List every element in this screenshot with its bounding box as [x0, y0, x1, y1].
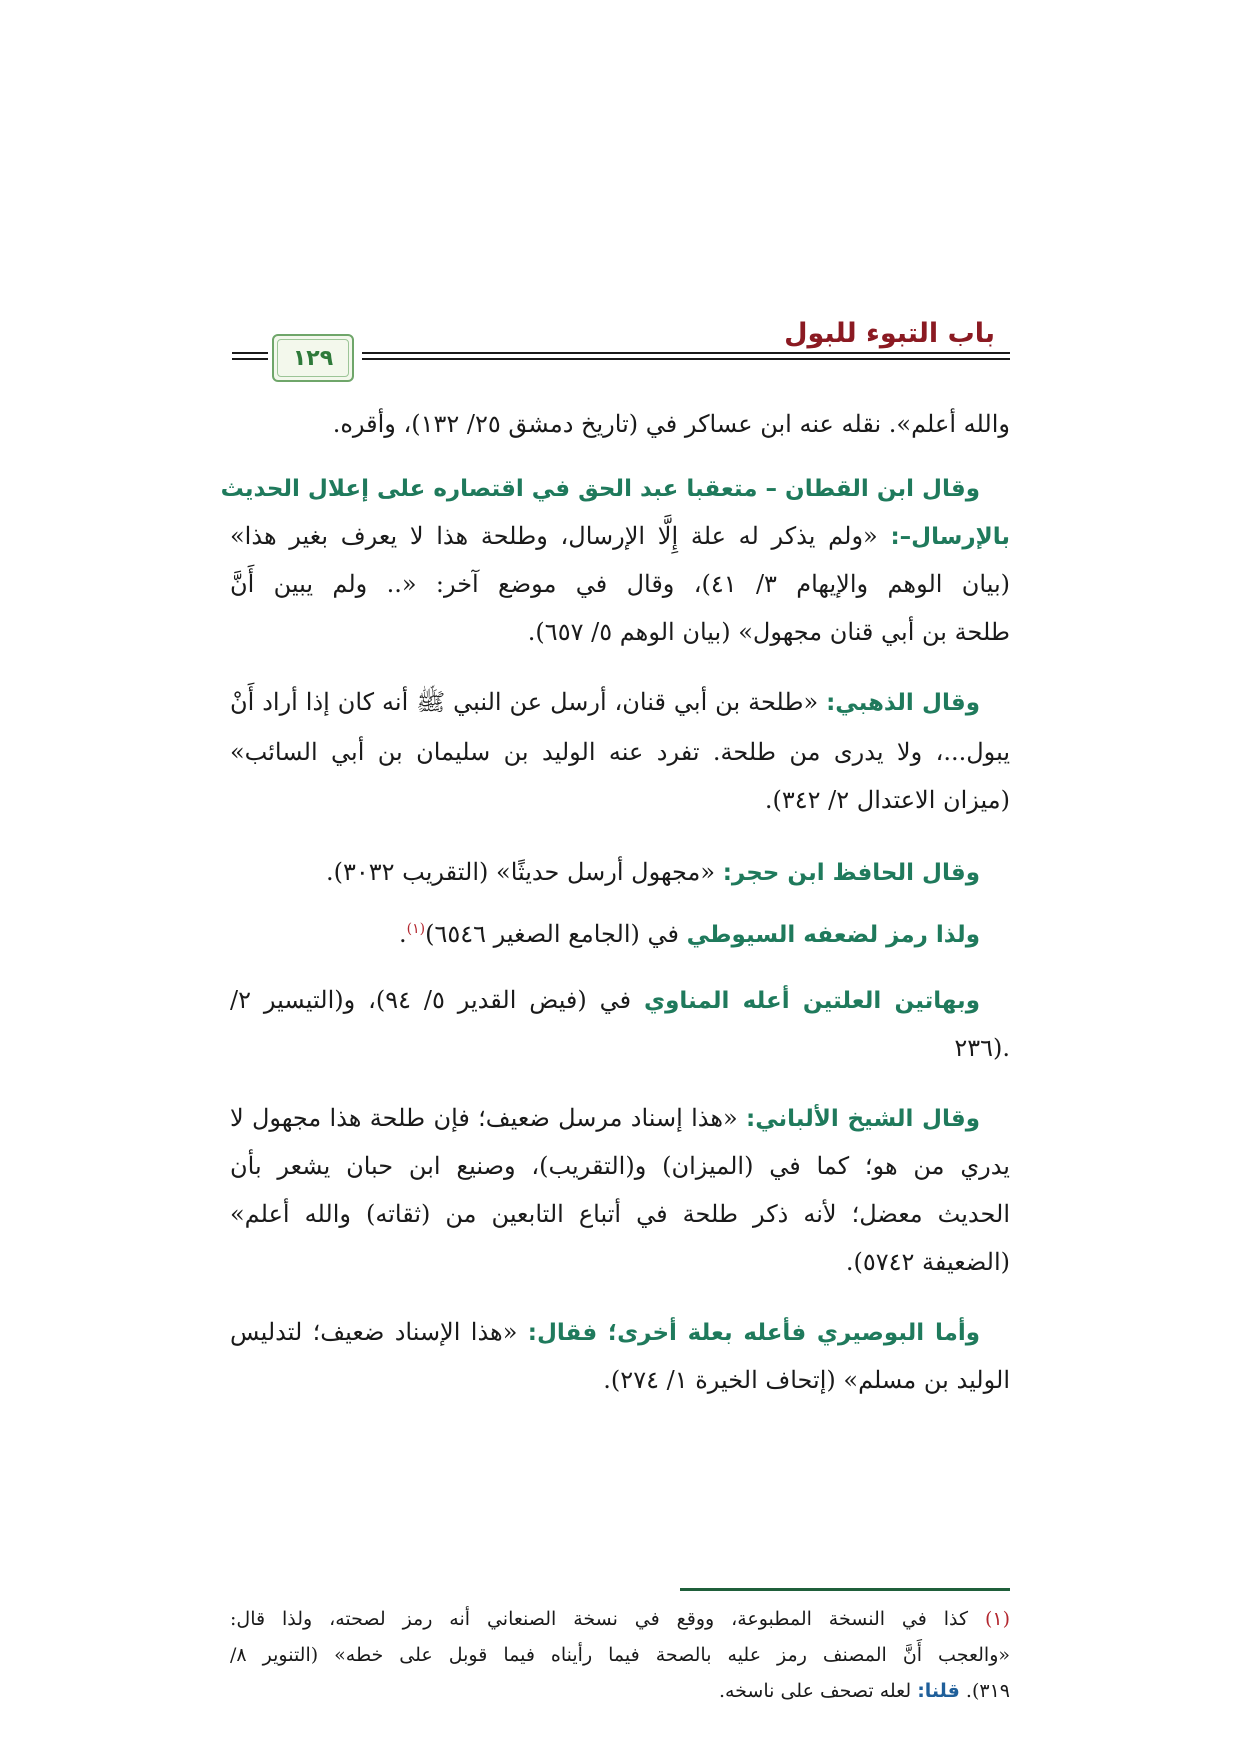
- paragraph-3-line-1: [230, 854, 980, 891]
- header-rule-left-bottom: [232, 358, 268, 360]
- p2-lead: وقال الذهبي:: [826, 690, 980, 716]
- footnote-1-line-2: [230, 1640, 1010, 1670]
- p6-line4-text: (الضعيفة ٥٧٤٢).: [845, 1248, 1010, 1276]
- header-rule-right-bottom: [362, 358, 1010, 360]
- paragraph-7-line-1: [230, 1314, 980, 1351]
- paragraph-1-line-2: [230, 518, 1010, 555]
- footnote-1-line-3-final: [230, 1676, 1010, 1706]
- footnote-1-number: (١): [984, 1608, 1010, 1630]
- p4-line1-text: في (الجامع الصغير ٦٥٤٦): [425, 920, 687, 948]
- paragraph-5-line-2: [230, 1030, 1010, 1066]
- paragraph-6-line-4: [230, 1244, 1010, 1280]
- footnote-1-line1-text: كذا في النسخة المطبوعة، ووقع في نسخة الصنعاني أنه رمز لصحته، ولذا قال:: [230, 1608, 985, 1630]
- paragraph-1-line-4: [230, 614, 1010, 650]
- p3-line1-text: «مجهول أرسل حديثًا» (التقريب ٣٠٣٢).: [325, 858, 723, 886]
- p4-lead: ولذا رمز لضعفه السيوطي: [686, 922, 980, 948]
- paragraph-5-line-1: [230, 982, 980, 1019]
- footnote-separator: [680, 1588, 1010, 1591]
- paragraph-1-line-1: [220, 470, 980, 507]
- paragraph-0-line-1: [230, 406, 1010, 442]
- paragraph-1-line-3: [230, 566, 1010, 602]
- p6-lead: وقال الشيخ الألباني:: [746, 1106, 980, 1132]
- p5-line2-text: ٢٣٦).: [954, 1034, 1010, 1062]
- p4-end: .: [398, 920, 407, 948]
- p6-line3-text: الحديث معضل؛ لأنه ذكر طلحة في أتباع التابعين من (ثقاته) والله أعلم»: [230, 1200, 1010, 1228]
- p5-lead: وبهاتين العلتين أعله المناوي: [644, 988, 980, 1014]
- footnote-1-line2-text: «والعجب أَنَّ المصنف رمز عليه بالصحة فيما رأيناه فيما قوبل على خطه» (التنوير ٨/: [230, 1644, 1010, 1666]
- paragraph-4-line-1: [230, 916, 980, 953]
- p5-line1-text: في (فيض القدير ٥/ ٩٤)، و(التيسير ٢/: [230, 986, 645, 1014]
- p1-line3-text: (بيان الوهم والإيهام ٣/ ٤١)، وقال في موضع آخر: «.. ولم يبين أَنَّ: [230, 570, 1010, 598]
- p1-lead: وقال ابن القطان – متعقبا عبد الحق في اقتصاره على إعلال الحديث: [220, 476, 980, 502]
- footnote-ref-1[interactable]: (١): [406, 921, 426, 937]
- p7-line2-text: الوليد بن مسلم» (إتحاف الخيرة ١/ ٢٧٤).: [603, 1366, 1010, 1394]
- p1-line4-text: طلحة بن أبي قنان مجهول» (بيان الوهم ٥/ ٦٥٧).: [527, 618, 1010, 646]
- p6-line1-text: «هذا إسناد مرسل ضعيف؛ فإن طلحة هذا مجهول لا: [230, 1104, 747, 1132]
- footnote-1-line3-text: ٣١٩).: [965, 1680, 1010, 1702]
- paragraph-7-line-2: [230, 1362, 1010, 1398]
- page-number-badge: [272, 334, 354, 382]
- p2-line2-text: يبول...، ولا يدرى من طلحة. تفرد عنه الوليد بن سليمان بن أبي السائب»: [230, 738, 1010, 766]
- footnote-1-line3b-text: لعله تصحف على ناسخه.: [718, 1680, 918, 1702]
- p2-line3-text: (ميزان الاعتدال ٢/ ٣٤٢).: [764, 786, 1010, 814]
- p6-line2-text: يدري من هو؛ كما في (الميزان) و(التقريب)، وصنيع ابن حبان يشعر بأن: [230, 1152, 1010, 1180]
- p1-line2-text: «ولم يذكر له علة إِلَّا الإرسال، وطلحة هذا لا يعرف بغير هذا»: [230, 522, 891, 550]
- header-rule-left-top: [232, 352, 268, 354]
- paragraph-6-line-1: [230, 1100, 980, 1137]
- paragraph-6-line-2: [230, 1148, 1010, 1184]
- p3-lead: وقال الحافظ ابن حجر:: [722, 860, 980, 886]
- paragraph-2-line-1: [230, 684, 980, 721]
- footnote-1-lead: قلنا:: [917, 1680, 960, 1702]
- footnote-1-line-1: [230, 1604, 1010, 1634]
- paragraph-2-line-3: [230, 782, 1010, 818]
- paragraph-2-line-2: [230, 734, 1010, 770]
- p7-lead: وأما البوصيري فأعله بعلة أخرى؛ فقال:: [527, 1320, 980, 1346]
- p7-line1-text: «هذا الإسناد ضعيف؛ لتدليس: [230, 1318, 528, 1346]
- p2-line1-text: «طلحة بن أبي قنان، أرسل عن النبي ﷺ أنه كان إذا أراد أَنْ: [230, 688, 827, 716]
- p0-text: والله أعلم». نقله عنه ابن عساكر في (تاريخ دمشق ٢٥/ ١٣٢)، وأقره.: [332, 410, 1010, 438]
- paragraph-6-line-3: [230, 1196, 1010, 1232]
- chapter-title: باب التبوء للبول: [784, 318, 995, 349]
- p1-line2-lead: بالإرسال–:: [890, 524, 1010, 550]
- header-rule-right-top: [362, 352, 1010, 354]
- page-number: ١٢٩: [292, 345, 334, 371]
